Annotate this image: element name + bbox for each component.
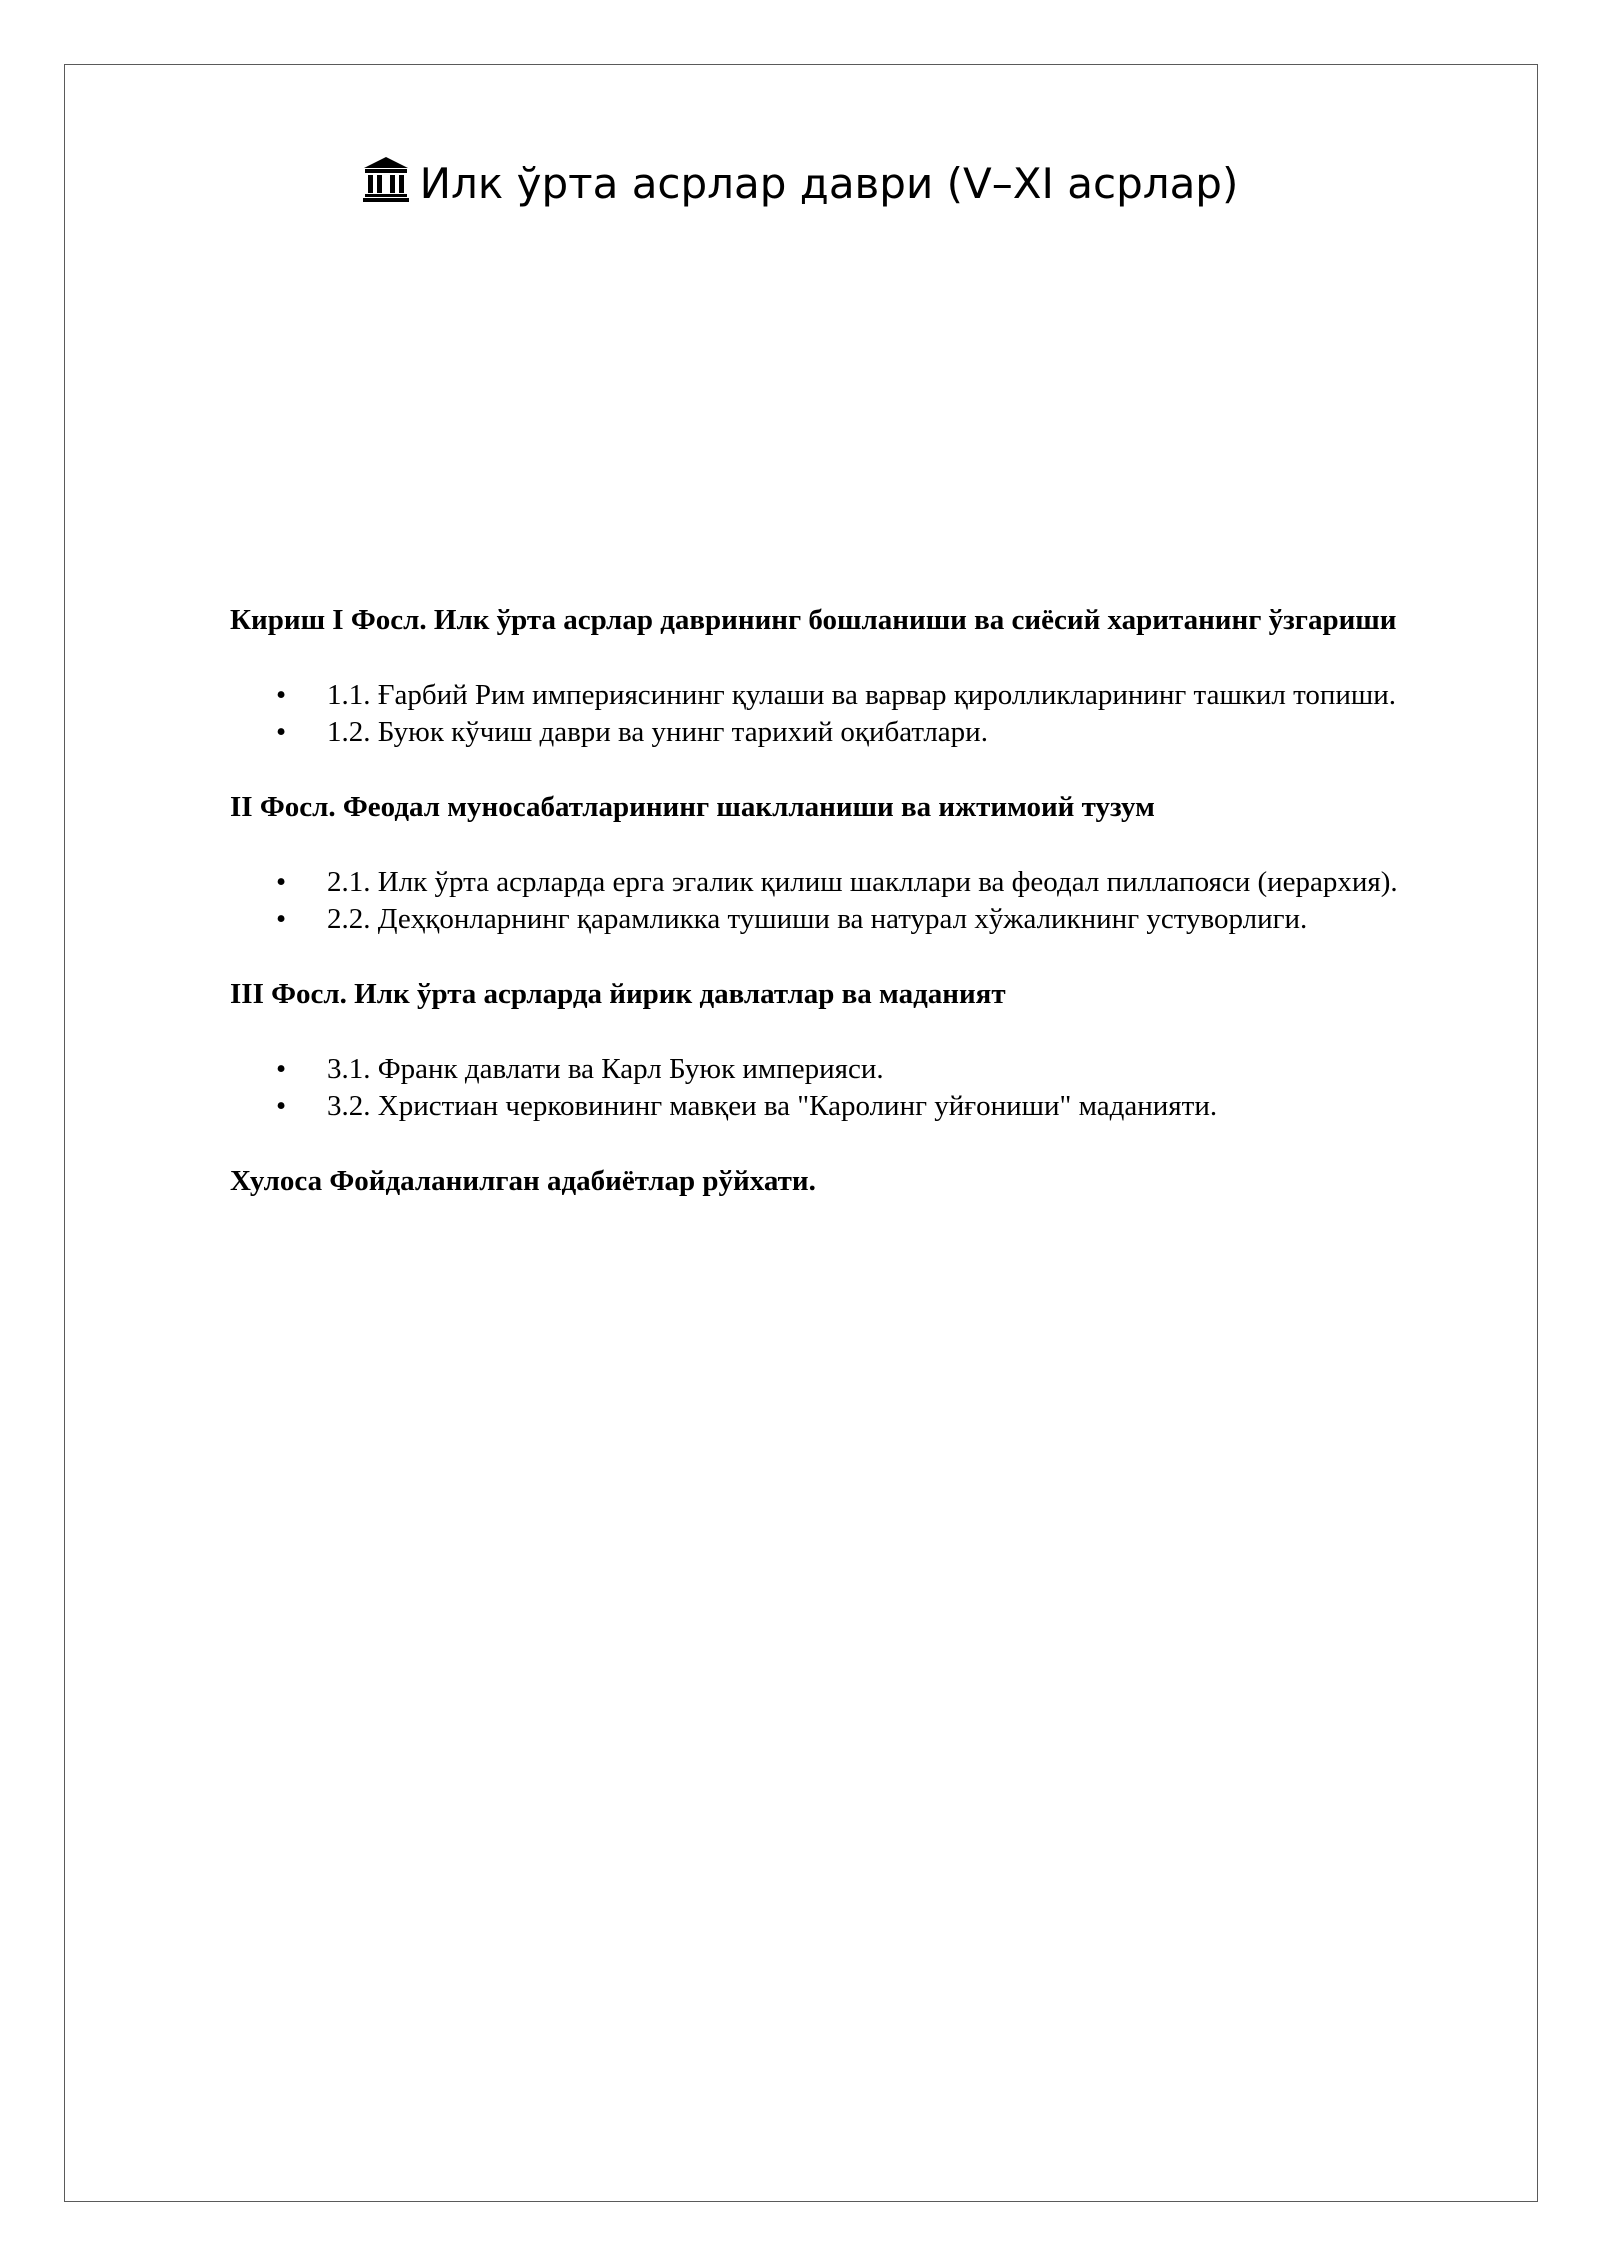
section-3-list <box>230 1051 1430 1125</box>
section-2-list <box>230 864 1430 938</box>
bullet: • <box>276 1090 287 1122</box>
list-item: • 3.1. Франк давлати ва Карл Буюк империяси. <box>230 1051 1430 1088</box>
section-heading-2: II Фосл. Феодал муносабатларининг шаклланиши ва ижтимоий тузум <box>230 791 1155 823</box>
bullet: • <box>276 866 287 898</box>
bullet: • <box>276 716 287 748</box>
bullet: • <box>276 1053 287 1085</box>
section-heading-1: Кириш I Фосл. Илк ўрта асрлар даврининг бошланиши ва сиёсий хаританинг ўзгариши <box>230 604 1397 636</box>
list-item: • 1.2. Буюк кўчиш даври ва унинг тарихий оқибатлари. <box>230 714 1430 751</box>
list-item: • 2.2. Деҳқонларнинг қарамликка тушиши ва натурал хўжаликнинг устуворлиги. <box>230 901 1430 938</box>
list-item: • 1.1. Ғарбий Рим империясининг қулаши ва варвар қиролликларининг ташкил топиши. <box>230 677 1430 714</box>
title-text: Илк ўрта асрлар даври (V–XI асрлар) <box>419 159 1239 208</box>
classical-building-icon <box>362 156 410 202</box>
list-item: • 3.2. Христиан черковининг мавқеи ва "Каролинг уйғониши" маданияти. <box>230 1088 1430 1125</box>
closing-heading: Хулоса Фойдаланилган адабиётлар рўйхати. <box>230 1165 816 1197</box>
document-title <box>0 156 1600 209</box>
table-of-contents <box>230 602 1430 1200</box>
section-heading-3: III Фосл. Илк ўрта асрларда йирик давлатлар ва маданият <box>230 978 1006 1010</box>
bullet: • <box>276 679 287 711</box>
list-item: • 2.1. Илк ўрта асрларда ерга эгалик қилиш шакллари ва феодал пиллапояси (иерархия). <box>230 864 1430 901</box>
section-1-list <box>230 677 1430 751</box>
bullet: • <box>276 903 287 935</box>
